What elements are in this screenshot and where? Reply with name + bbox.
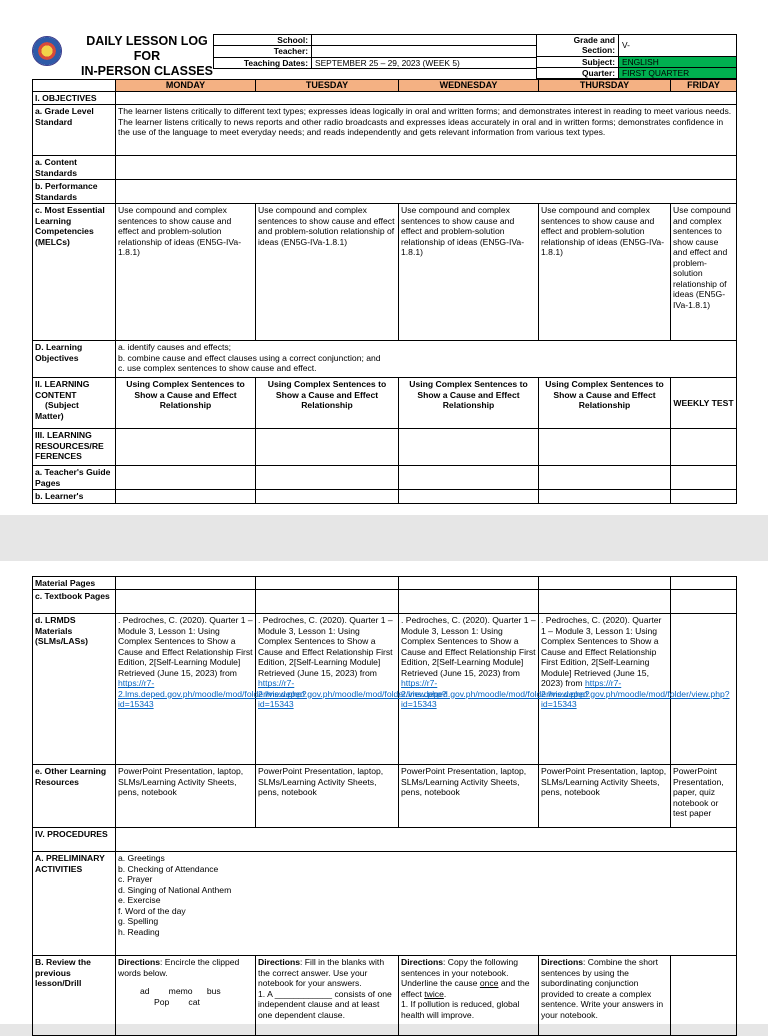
- header-info-left: [213, 34, 537, 69]
- objectives-label: I. OBJECTIVES: [33, 91, 116, 104]
- review-label: B. Review the previous lesson/Drill: [33, 956, 116, 1036]
- prelim-item: a. Greetings: [118, 853, 165, 864]
- other-wednesday: PowerPoint Presentation, laptop, SLMs/Learning Activity Sheets, pens, notebook: [399, 765, 539, 828]
- learners-material-cont-label: Material Pages: [33, 577, 116, 590]
- resources-label: III. LEARNING RESOURCES/RE FERENCES: [33, 429, 116, 466]
- prelim-item: d. Singing of National Anthem: [118, 884, 232, 895]
- title-block: [32, 34, 217, 78]
- preliminary-row: [33, 852, 737, 956]
- learning-objectives-row: [33, 341, 737, 378]
- prelim-item: c. Prayer: [118, 874, 153, 885]
- objective-b: b. combine cause and effect clauses using a correct conjunction; and: [118, 352, 381, 363]
- content-thursday: Using Complex Sentences to Show a Cause and Effect Relationship: [539, 378, 671, 429]
- deped-seal-icon: [32, 36, 62, 66]
- subject-label: Subject:: [537, 56, 619, 67]
- clipped-words-line-2: Pop cat: [154, 996, 200, 1007]
- performance-standards-row: [33, 180, 737, 204]
- objectives-row: [33, 91, 737, 104]
- content-standards-row: [33, 156, 737, 180]
- teachers-guide-row: [33, 466, 737, 490]
- prelim-item: e. Exercise: [118, 895, 161, 906]
- lrmds-link-thursday[interactable]: https://r7-2.lms.deped.gov.ph/moodle/mod/folder/view.php?id=15343: [541, 678, 730, 710]
- content-wednesday: Using Complex Sentences to Show a Cause and Effect Relationship: [399, 378, 539, 429]
- learning-content-row: [33, 378, 737, 429]
- school-value: [312, 35, 537, 46]
- document-title: [72, 34, 222, 78]
- review-thursday: Directions: Combine the short sentences by using the subordinating conjunction provided to create a complex sentence. Write your answers in your notebook.: [539, 956, 671, 1036]
- lesson-log-table-continued: [32, 576, 737, 1036]
- review-monday: Directions: Encircle the clipped words below. ad memo bus Pop cat: [116, 956, 256, 1036]
- prelim-item: h. Reading: [118, 926, 160, 937]
- day-thursday: THURSDAY: [539, 80, 671, 92]
- performance-standards-label: b. Performance Standards: [33, 180, 116, 204]
- page-two: [0, 561, 768, 1024]
- textbook-label: c. Textbook Pages: [33, 590, 116, 614]
- day-friday: FRIDAY: [671, 80, 737, 92]
- lrmds-link-wednesday[interactable]: https://r7-2.lms.deped.gov.ph/moodle/mod/folder/view.php?id=15343: [401, 678, 590, 710]
- lrmds-tuesday: . Pedroches, C. (2020). Quarter 1 – Module 3, Lesson 1: Using Complex Sentences to Show a Cause and Effect Relationship First Edition, 2[Self-Learning Module] Retrieved (June 15, 2023) from https://r7-2.lms.deped.gov.ph/moodle/mod/folder/view.php?id=15343: [256, 614, 399, 765]
- learning-objectives-text: [116, 341, 737, 378]
- clipped-words-line-1: ad memo bus: [140, 986, 221, 997]
- textbook-row: [33, 590, 737, 614]
- melc-wednesday: Use compound and complex sentences to show cause and effect and problem-solution relationship of ideas (EN5G-IVa-1.8.1): [399, 204, 539, 341]
- learners-material-cont-row: [33, 577, 737, 590]
- prelim-item: f. Word of the day: [118, 905, 186, 916]
- page-one: [0, 0, 768, 515]
- day-wednesday: WEDNESDAY: [399, 80, 539, 92]
- grade-label: Grade and Section:: [537, 35, 619, 57]
- dates-value: SEPTEMBER 25 – 29, 2023 (WEEK 5): [312, 57, 537, 68]
- other-resources-label: e. Other Learning Resources: [33, 765, 116, 828]
- content-standards-label: a. Content Standards: [33, 156, 116, 180]
- review-wednesday-item: 1. If pollution is reduced, global health will improve.: [401, 999, 520, 1020]
- lesson-log-table: [32, 79, 737, 504]
- other-thursday: PowerPoint Presentation, laptop, SLMs/Learning Activity Sheets, pens, notebook: [539, 765, 671, 828]
- learning-objectives-label: D. Learning Objectives: [33, 341, 116, 378]
- review-row: [33, 956, 737, 1036]
- melc-row: [33, 204, 737, 341]
- melc-monday: Use compound and complex sentences to show cause and effect and problem-solution relationship of ideas (EN5G-IVa-1.8.1): [116, 204, 256, 341]
- day-header-row: [33, 80, 737, 92]
- lrmds-link-monday[interactable]: https://r7-2.lms.deped.gov.ph/moodle/mod/folder/view.php?id=15343: [118, 678, 307, 710]
- teacher-value: [312, 46, 537, 57]
- other-resources-row: [33, 765, 737, 828]
- teachers-guide-label: a. Teacher's Guide Pages: [33, 466, 116, 490]
- teacher-label: Teacher:: [214, 46, 312, 57]
- lrmds-wednesday: . Pedroches, C. (2020). Quarter 1 – Module 3, Lesson 1: Using Complex Sentences to Show a Cause and Effect Relationship First Edition, 2[Self-Learning Module] Retrieved (June 15, 2023) from https://r7-2.lms.deped.gov.ph/moodle/mod/folder/view.php?id=15343: [399, 614, 539, 765]
- grade-value: V-: [619, 35, 737, 57]
- preliminary-list: [116, 852, 737, 956]
- title-line-2: IN-PERSON CLASSES: [81, 63, 213, 78]
- content-friday: WEEKLY TEST: [671, 378, 737, 429]
- school-label: School:: [214, 35, 312, 46]
- grade-level-text: The learner listens critically to different text types; expresses ideas logically in oral and written forms; and demonstrates interest in reading to meet various needs. The learner listens critically to news reports and other radio broadcasts and expresses ideas accurately in oral and in written forms; demonstrates confidence in the use of the language to meet everyday needs; and reads independently and gets relevant information from various text types.: [116, 105, 737, 156]
- dates-label: Teaching Dates:: [214, 57, 312, 68]
- content-monday: Using Complex Sentences to Show a Cause and Effect Relationship: [116, 378, 256, 429]
- objective-a: a. identify causes and effects;: [118, 342, 232, 353]
- lrmds-label: d. LRMDS Materials (SLMs/LASs): [33, 614, 116, 765]
- lrmds-monday: . Pedroches, C. (2020). Quarter 1 – Module 3, Lesson 1: Using Complex Sentences to Show a Cause and Effect Relationship First Edition, 2[Self-Learning Module] Retrieved (June 15, 2023) from https://r7-2.lms.deped.gov.ph/moodle/mod/folder/view.php?id=15343: [116, 614, 256, 765]
- objective-c: c. use complex sentences to show cause and effect.: [118, 363, 317, 374]
- grade-level-row: [33, 105, 737, 156]
- lrmds-thursday: . Pedroches, C. (2020). Quarter 1 – Module 3, Lesson 1: Using Complex Sentences to Show a Cause and Effect Relationship First Edition, 2[Self-Learning Module] Retrieved (June 15, 2023) from https://r7-2.lms.deped.gov.ph/moodle/mod/folder/view.php?id=15343: [539, 614, 671, 765]
- melc-thursday: Use compound and complex sentences to show cause and effect and problem-solution relationship of ideas (EN5G-IVa-1.8.1): [539, 204, 671, 341]
- prelim-item: b. Checking of Attendance: [118, 863, 219, 874]
- day-monday: MONDAY: [116, 80, 256, 92]
- resources-row: [33, 429, 737, 466]
- grade-level-label: a. Grade Level Standard: [33, 105, 116, 156]
- learning-content-label: II. LEARNING CONTENT (Subject Matter): [33, 378, 116, 429]
- day-tuesday: TUESDAY: [256, 80, 399, 92]
- review-tuesday-item: 1. A ____________ consists of one independent clause and at least one dependent clause.: [258, 988, 392, 1020]
- learners-material-row: [33, 490, 737, 503]
- quarter-label: Quarter:: [537, 67, 619, 78]
- procedures-label: IV. PROCEDURES: [33, 828, 116, 852]
- review-tuesday: Directions: Fill in the blanks with the correct answer. Use your notebook for your answers. 1. A ____________ consists of one independent clause and at least one dependent clause.: [256, 956, 399, 1036]
- melc-tuesday: Use compound and complex sentences to show cause and effect and problem-solution relationship of ideas (EN5G-IVa-1.8.1): [256, 204, 399, 341]
- other-tuesday: PowerPoint Presentation, laptop, SLMs/Learning Activity Sheets, pens, notebook: [256, 765, 399, 828]
- title-line-1: DAILY LESSON LOG FOR: [86, 34, 208, 63]
- lrmds-row: [33, 614, 737, 765]
- prelim-item: g. Spelling: [118, 916, 159, 927]
- review-wednesday: Directions: Copy the following sentences in your notebook. Underline the cause once and the effect twice. 1. If pollution is reduced, global health will improve.: [399, 956, 539, 1036]
- quarter-value: FIRST QUARTER: [619, 67, 737, 78]
- melc-friday: Use compound and complex sentences to show cause and effect and problem-solution relationship of ideas (EN5G-IVa-1.8.1): [671, 204, 737, 341]
- subject-value: ENGLISH: [619, 56, 737, 67]
- procedures-row: [33, 828, 737, 852]
- other-friday: PowerPoint Presentation, paper, quiz notebook or test paper: [671, 765, 737, 828]
- other-monday: PowerPoint Presentation, laptop, SLMs/Learning Activity Sheets, pens, notebook: [116, 765, 256, 828]
- content-tuesday: Using Complex Sentences to Show a Cause and Effect Relationship: [256, 378, 399, 429]
- header-info-right: [536, 34, 737, 79]
- preliminary-label: A. PRELIMINARY ACTIVITIES: [33, 852, 116, 956]
- lrmds-link-tuesday[interactable]: https://r7-2.lms.deped.gov.ph/moodle/mod/folder/view.php?id=15343: [258, 678, 447, 710]
- melc-label: c. Most Essential Learning Competencies (MELCs): [33, 204, 116, 341]
- learners-material-label: b. Learner's: [33, 490, 116, 503]
